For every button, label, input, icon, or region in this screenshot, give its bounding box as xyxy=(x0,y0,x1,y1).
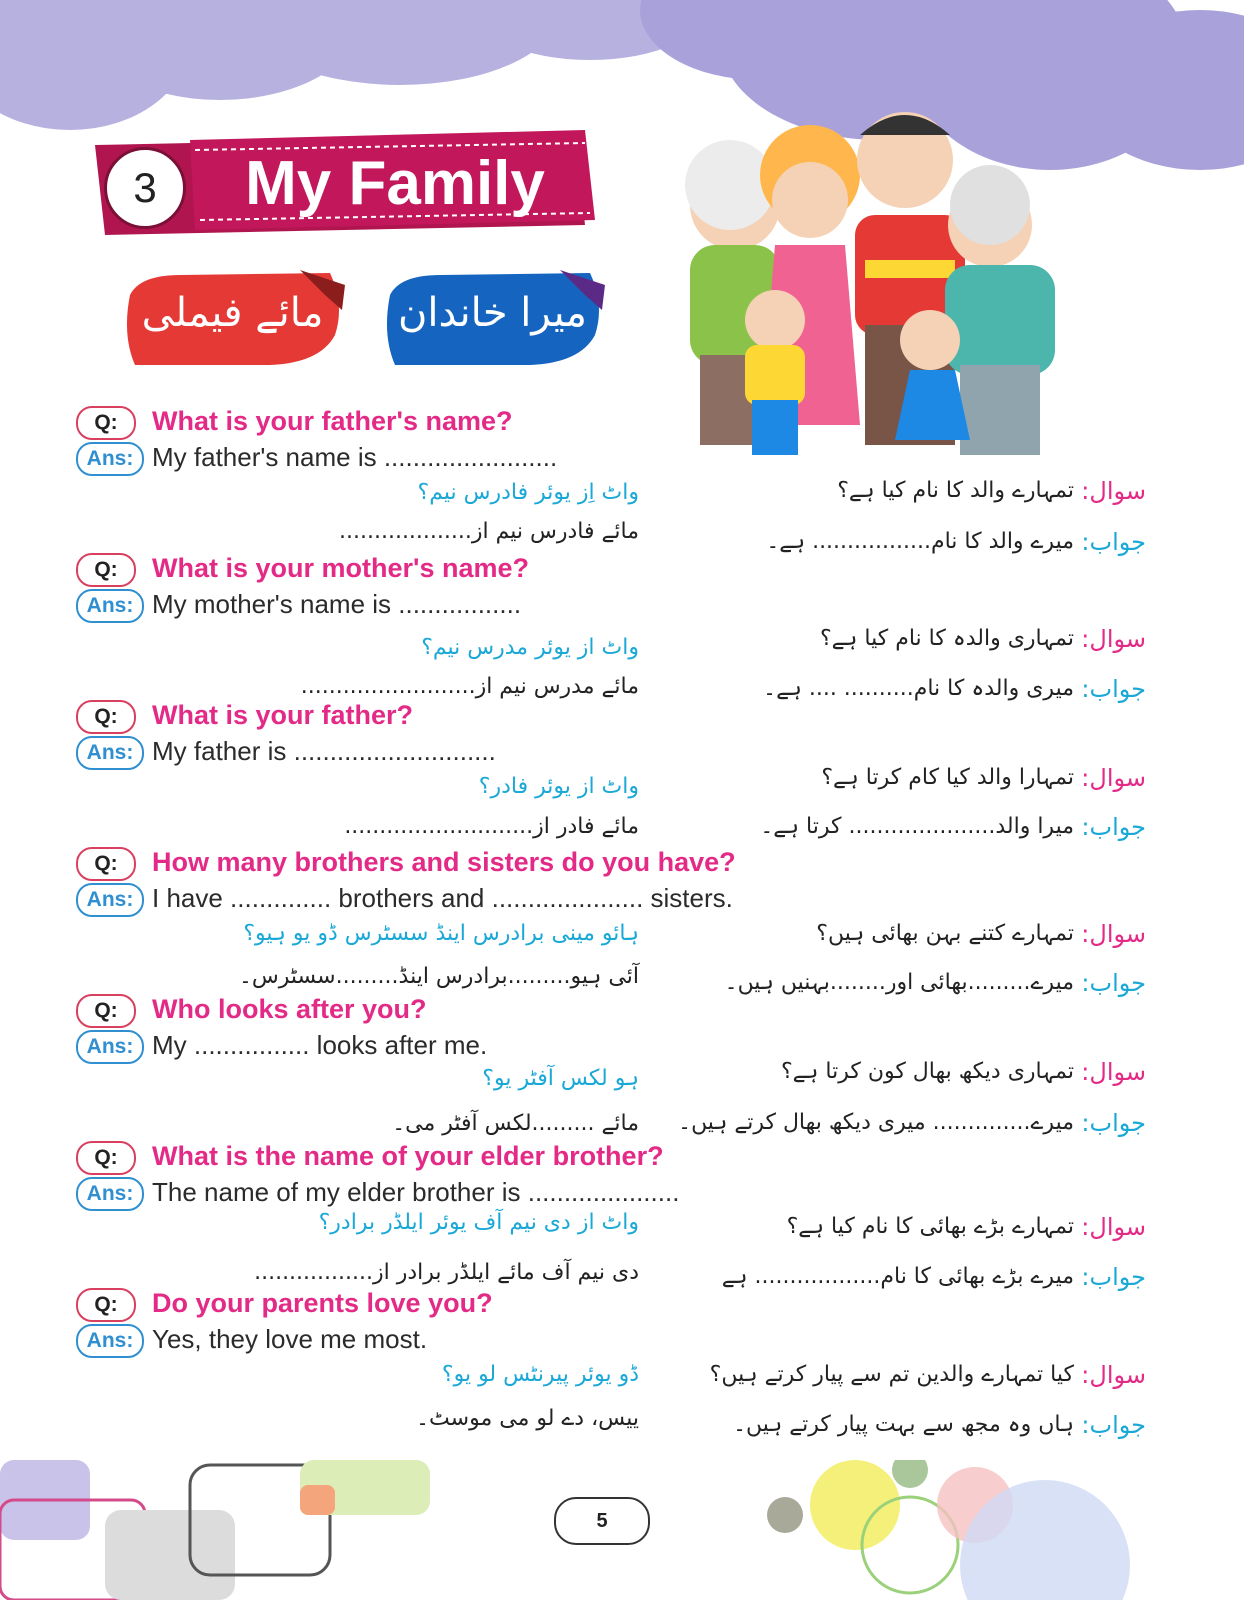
urdu-question-label: سوال: xyxy=(1081,764,1146,792)
urdu-question-text: تمہاری والدہ کا نام کیا ہے؟ xyxy=(819,626,1074,651)
answer-text: My mother's name is ................. xyxy=(152,589,522,619)
question-badge: Q: xyxy=(76,553,136,587)
urdu-answer-label: جواب: xyxy=(1081,1109,1146,1137)
urdu-answer-text: میرے.........بھائی اور........بہنیں ہیں۔ xyxy=(724,970,1074,995)
urdu-question-text: تمہارا والد کیا کام کرتا ہے؟ xyxy=(821,765,1074,790)
urdu-answer-text: میرے والد کا نام................. ہے۔ xyxy=(766,529,1074,554)
answer-badge: Ans: xyxy=(76,1324,144,1358)
question-text: How many brothers and sisters do you have? xyxy=(152,847,736,877)
answer-text: Yes, they love me most. xyxy=(152,1324,428,1354)
question-text: Do your parents love you? xyxy=(152,1288,493,1318)
urdu-answer-label: جواب: xyxy=(1081,1263,1146,1291)
answer-text: The name of my elder brother is ..................... xyxy=(152,1177,680,1207)
urdu-answer-text: میرا والد..................... کرتا ہے۔ xyxy=(760,814,1074,839)
question-text: What is the name of your elder brother? xyxy=(152,1141,664,1171)
answer-badge: Ans: xyxy=(76,883,144,917)
answer-text: I have .............. brothers and ..................... sisters. xyxy=(152,883,733,913)
transliteration-answer: مائے فادرس نیم از................... xyxy=(339,519,639,544)
answer-badge: Ans: xyxy=(76,1177,144,1211)
urdu-question-label: سوال: xyxy=(1081,1058,1146,1086)
transliteration-answer: مائے .........لکس آفٹر می۔ xyxy=(392,1111,639,1136)
urdu-answer-label: جواب: xyxy=(1081,1411,1146,1439)
page-title: My Family xyxy=(245,149,545,218)
urdu-answer-text: میری والدہ کا نام.......... .... ہے۔ xyxy=(763,676,1074,701)
family-illustration xyxy=(670,95,1110,475)
answer-text: My ................ looks after me. xyxy=(152,1030,488,1060)
answer-text: My father's name is ........................ xyxy=(152,442,558,472)
question-text: What is your father? xyxy=(152,700,414,730)
tag-red-label: مائے فیملی xyxy=(141,290,324,336)
answer-badge: Ans: xyxy=(76,1030,144,1064)
answer-badge: Ans: xyxy=(76,589,144,623)
urdu-answer-label: جواب: xyxy=(1081,675,1146,703)
urdu-question-label: سوال: xyxy=(1081,477,1146,505)
answer-text: My father is ............................ xyxy=(152,736,496,766)
question-text: Who looks after you? xyxy=(152,994,427,1024)
transliteration-question: ہو لکس آفٹر یو؟ xyxy=(482,1066,639,1091)
transliteration-answer: آئی ہیو.........برادرس اینڈ.........سسٹرس۔ xyxy=(239,964,639,989)
question-badge: Q: xyxy=(76,994,136,1028)
answer-badge: Ans: xyxy=(76,442,144,476)
question-badge: Q: xyxy=(76,406,136,440)
question-badge: Q: xyxy=(76,1141,136,1175)
question-badge: Q: xyxy=(76,847,136,881)
urdu-question-text: کیا تمہارے والدین تم سے پیار کرتے ہیں؟ xyxy=(709,1362,1074,1387)
transliteration-answer: ییس، دے لو می موسٹ۔ xyxy=(416,1406,639,1431)
transliteration-answer: مائے فادر از........................... xyxy=(344,814,639,839)
question-text: What is your mother's name? xyxy=(152,553,529,583)
question-badge: Q: xyxy=(76,1288,136,1322)
transliteration-question: واٹ از یوئر مدرس نیم؟ xyxy=(421,635,639,660)
transliteration-question: ہائو مینی برادرس اینڈ سسٹرس ڈو یو ہیو؟ xyxy=(243,921,639,946)
urdu-answer-label: جواب: xyxy=(1081,969,1146,997)
urdu-answer-text: میرے بڑے بھائی کا نام.................. ہے xyxy=(721,1264,1074,1289)
urdu-question-label: سوال: xyxy=(1081,625,1146,653)
question-text: What is your father's name? xyxy=(152,406,513,436)
question-badge: Q: xyxy=(76,700,136,734)
transliteration-question: ڈو یوئر پیرنٹس لو یو؟ xyxy=(441,1362,639,1387)
page-number: 5 xyxy=(554,1497,650,1545)
transliteration-answer: مائے مدرس نیم از......................... xyxy=(300,674,639,699)
urdu-question-text: تمہاری دیکھ بھال کون کرتا ہے؟ xyxy=(780,1059,1074,1084)
urdu-answer-text: ہاں وہ مجھ سے بہت پیار کرتے ہیں۔ xyxy=(733,1412,1074,1437)
urdu-question-text: تمہارے کتنے بہن بھائی ہیں؟ xyxy=(816,921,1074,946)
urdu-question-text: تمہارے بڑے بھائی کا نام کیا ہے؟ xyxy=(786,1214,1074,1239)
urdu-answer-label: جواب: xyxy=(1081,528,1146,556)
transliteration-question: واٹ از دی نیم آف یوئر ایلڈر برادر؟ xyxy=(318,1210,639,1235)
urdu-question-label: سوال: xyxy=(1081,1213,1146,1241)
answer-badge: Ans: xyxy=(76,736,144,770)
urdu-question-text: تمہارے والد کا نام کیا ہے؟ xyxy=(837,478,1074,503)
transliteration-question: واٹ اِز یوئر فادرس نیم؟ xyxy=(417,480,639,505)
urdu-question-label: سوال: xyxy=(1081,1361,1146,1389)
chapter-number: 3 xyxy=(104,147,186,229)
urdu-answer-label: جواب: xyxy=(1081,813,1146,841)
transliteration-answer: دی نیم آف مائے ایلڈر برادر از................. xyxy=(254,1260,639,1285)
urdu-answer-text: میرے.............. میری دیکھ بھال کرتے ہیں۔ xyxy=(678,1110,1074,1135)
tag-blue-label: میرا خاندان xyxy=(398,290,587,336)
transliteration-question: واٹ از یوئر فادر؟ xyxy=(478,774,639,799)
urdu-question-label: سوال: xyxy=(1081,920,1146,948)
